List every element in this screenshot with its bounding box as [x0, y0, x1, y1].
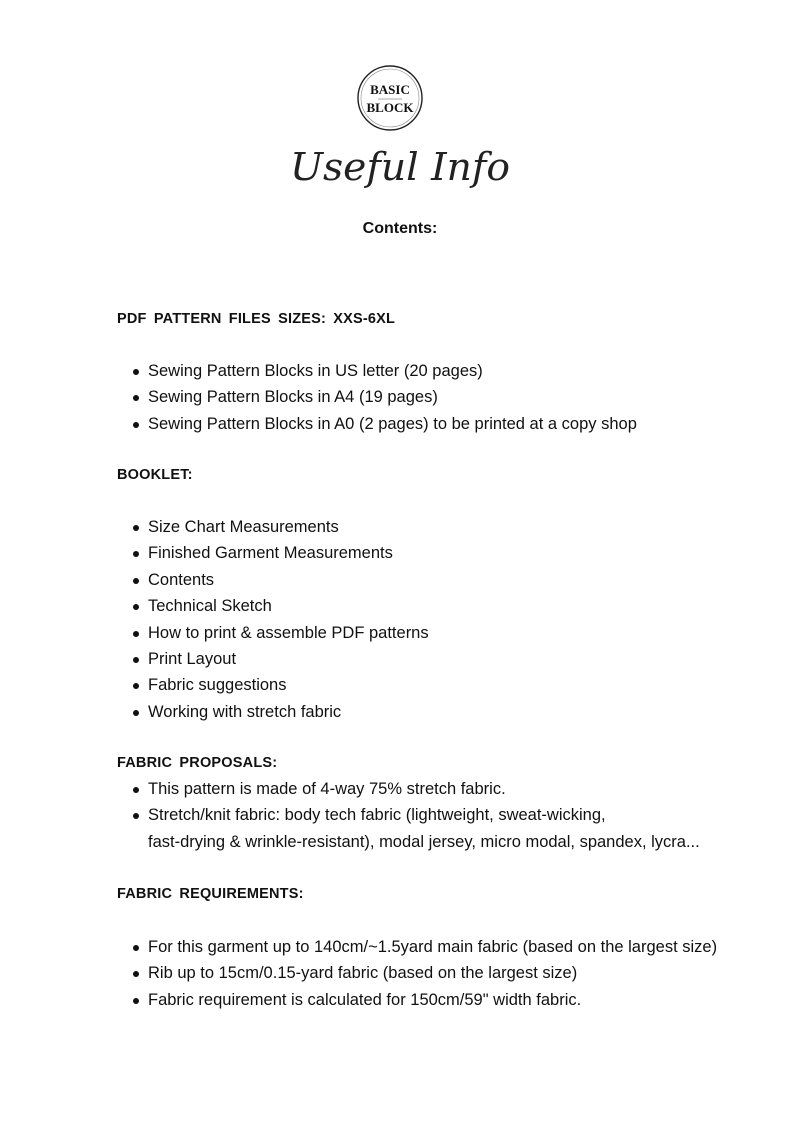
bullet-icon	[133, 422, 139, 428]
bullet-icon	[133, 551, 139, 557]
bullet-icon	[133, 369, 139, 375]
pdf-files-list	[117, 358, 637, 437]
list-item: Contents	[117, 567, 429, 593]
section-title-fabric-proposals: FABRIC PROPOSALS:	[117, 755, 278, 771]
list-item: Working with stretch fabric	[117, 699, 429, 725]
bullet-icon	[133, 631, 139, 637]
logo-line-2: BLOCK	[366, 100, 414, 115]
booklet-list	[117, 514, 429, 725]
page-title-script	[280, 136, 520, 198]
list-item: This pattern is made of 4-way 75% stretch fabric.	[117, 776, 700, 802]
bullet-icon	[133, 395, 139, 401]
bullet-icon	[133, 604, 139, 610]
list-item: Sewing Pattern Blocks in US letter (20 pages)	[117, 358, 637, 384]
bullet-icon	[133, 683, 139, 689]
list-item: Rib up to 15cm/0.15-yard fabric (based on the largest size)	[117, 960, 717, 986]
bullet-icon	[133, 787, 139, 793]
list-item: Finished Garment Measurements	[117, 540, 429, 566]
basic-block-logo	[356, 64, 424, 132]
bullet-icon	[133, 657, 139, 663]
list-item: Sewing Pattern Blocks in A0 (2 pages) to be printed at a copy shop	[117, 411, 637, 437]
section-title-booklet: BOOKLET:	[117, 467, 193, 483]
list-item: Stretch/knit fabric: body tech fabric (lightweight, sweat-wicking, fast-drying & wrinkle-resistant), modal jersey, micro modal, spandex, lycra...	[117, 802, 700, 855]
bullet-icon	[133, 971, 139, 977]
list-item: Print Layout	[117, 646, 429, 672]
list-item: Fabric suggestions	[117, 672, 429, 698]
list-item: Sewing Pattern Blocks in A4 (19 pages)	[117, 384, 637, 410]
contents-heading: Contents:	[362, 220, 438, 237]
bullet-icon	[133, 813, 139, 819]
list-item: Fabric requirement is calculated for 150cm/59" width fabric.	[117, 987, 717, 1013]
page-title: Useful Info	[290, 145, 510, 189]
list-item: How to print & assemble PDF patterns	[117, 620, 429, 646]
fabric-proposals-list	[117, 776, 700, 855]
bullet-icon	[133, 998, 139, 1004]
list-item: Size Chart Measurements	[117, 514, 429, 540]
bullet-icon	[133, 710, 139, 716]
list-item: For this garment up to 140cm/~1.5yard main fabric (based on the largest size)	[117, 934, 717, 960]
fabric-requirements-list	[117, 934, 717, 1013]
section-title-pdf-files: PDF PATTERN FILES SIZES: XXS-6XL	[117, 311, 396, 327]
bullet-icon	[133, 578, 139, 584]
section-title-fabric-requirements: FABRIC REQUIREMENTS:	[117, 886, 304, 902]
logo-line-1: BASIC	[370, 82, 410, 97]
bullet-icon	[133, 525, 139, 531]
list-item: Technical Sketch	[117, 593, 429, 619]
bullet-icon	[133, 945, 139, 951]
